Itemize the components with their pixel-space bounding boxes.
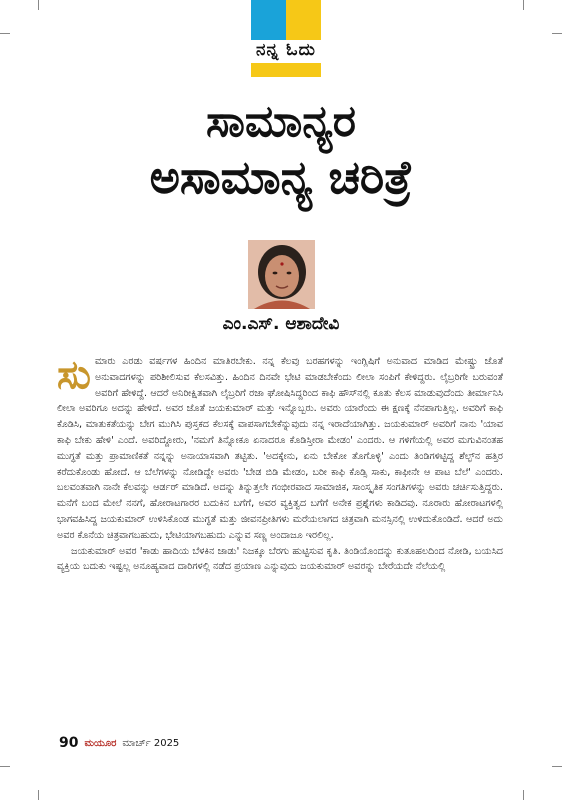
section-block-yellow [286,0,321,40]
body-paragraph: ಜಯಕುಮಾರ್ ಅವರ 'ಕಾಡು ಹಾದಿಯ ಬೆಳಕಿನ ಜಾಡು' ನಿಜಕ್ಕೂ ಬೆರಗು ಹುಟ್ಟಿಸುವ ಕೃತಿ. ತಿಂಡಿಯೊಂದನ್ನು ಕುತೂಹಲದಿಂದ ನೋಡಿ, ಬಯಸಿದ ವ್ಯಕ್ತಿಯ ಬದುಕು ಇಷ್ಟಲ್ಲ ಅನೂಹ್ಯವಾದ ದಾರಿಗಳಲ್ಲಿ ನಡೆದ ಪ್ರಯಾಣ ಎನ್ನುವುದು ಜಯಕುಮಾರ್ ಅವರನ್ನು ಬೇರೆಯದೇ ನೆಲೆಯಲ್ಲಿ [57,545,503,573]
author-photo [248,240,315,309]
magazine-name: ಮಯೂರ [84,737,117,749]
issue-date: ಮಾರ್ಚ್ 2025 [122,737,180,749]
crop-mark [552,766,562,767]
crop-mark [38,0,39,10]
article-body [57,354,503,684]
page-number: 90 [59,735,79,751]
crop-mark [523,790,524,800]
author-portrait-image [248,240,315,309]
crop-mark [38,790,39,800]
article-title-line1: ಸಾಮಾನ್ಯರ [205,96,357,147]
crop-mark [0,766,10,767]
section-block-bar [251,63,321,77]
body-paragraph [57,354,503,544]
section-label: ನನ್ನ ಓದು [256,40,316,60]
section-color-block [251,0,321,77]
crop-mark [523,0,524,10]
page-footer [59,736,179,750]
drop-cap: ಸು [57,354,91,398]
crop-mark [0,33,10,34]
body-paragraph-text: ಮಾರು ಎರಡು ವರ್ಷಗಳ ಹಿಂದಿನ ಮಾತಿರಬೇಕು. ನನ್ನ ಕೆಲವು ಬರಹಗಳನ್ನು ಇಂಗ್ಲಿಷಿಗೆ ಅನುವಾದ ಮಾಡಿದ ಮೇಷ್ಟ್ರು ಜೊತೆ ಅನುವಾದಗಳನ್ನು ಪರಿಶೀಲಿಸುವ ಕೆಲಸವಿತ್ತು. ಹಿಂದಿನ ದಿನವೇ ಭೇಟಿ ಮಾಡಬೇಕೆಂದು ಲೀಲಾ ಸಂಪಿಗೆ ಕೇಳಿದ್ದರು. ಲೈಬ್ರರಿಗೇ ಬರುವಂತೆ ಅವರಿಗೆ ಹೇಳಿದ್ದೆ. ಆದರೆ ಅನಿರೀಕ್ಷಿತವಾಗಿ ಲೈಬ್ರರಿಗೆ ರಜಾ ಘೋಷಿಸಿದ್ದರಿಂದ ಕಾಫಿ ಹೌಸ್‌ನಲ್ಲಿ ಕೂತು ಕೆಲಸ ಮಾಡುವುದೆಂದು ತೀರ್ಮಾನಿಸಿ ಲೀಲಾ ಅವರಿಗೂ ಅದನ್ನು ಹೇಳಿದೆ. ಅವರ ಜೊತೆ ಜಯಕುಮಾರ್ ಮತ್ತು ಇನ್ನೊಬ್ಬರು. ಅವರು ಯಾರೆಂದು ಈ ಕ್ಷಣಕ್ಕೆ ನೆನಪಾಗುತ್ತಿಲ್ಲ. ಅವರಿಗೆ ಕಾಫಿ ಕೊಡಿಸಿ, ಮಾತುಕತೆಯನ್ನು ಬೇಗ ಮುಗಿಸಿ ಪುಸ್ತಕದ ಕೆಲಸಕ್ಕೆ ವಾಪಸಾಗಬೇಕೆನ್ನುವುದು ನನ್ನ ಇರಾದೆಯಾಗಿತ್ತು. ಜಯಕುಮಾರ್ ಅವರಿಗೆ ನಾನು 'ಯಾವ ಕಾಫಿ ಬೇಕು ಹೇಳಿ' ಎಂದೆ. ಅವರಿದ್ದೋರು, 'ನಮಗೆ ತಿನ್ನೋಕೂ ಏನಾದರೂ ಕೊಡಿಸ್ತೀರಾ ಮೇಡಂ' ಎಂದರು. ಆ ಗಳಿಗೆಯಲ್ಲಿ ಅವರ ಮಗುವಿನಂತಹ ಮುಗ್ಧತೆ ಮತ್ತು ಪ್ರಾಮಾಣಿಕತೆ ನನ್ನನ್ನು ಅನಾಯಾಸವಾಗಿ ತಟ್ಟಿತು. 'ಅದಕ್ಕೇನು, ಏನು ಬೇಕೋ ತೊಗೊಳ್ಳಿ' ಎಂದು ತಿಂಡಿಗಳಿಟ್ಟಿದ್ದ ಶೆಲ್ಫ್‌ನ ಹತ್ತಿರ ಕರೆದುಕೊಂಡು ಹೋದೆ. ಆ ಬೆಲೆಗಳನ್ನು ನೋಡಿದ್ದೇ ಅವರು 'ಬೇಡ ಬಿಡಿ ಮೇಡಂ, ಬರೀ ಕಾಫಿ ಕೊಡ್ಸಿ ಸಾಕು, ಕಾಫೀನೇ ಆ ಪಾಟ ಬೆಲೆ' ಎಂದರು. ಬಲವಂತವಾಗಿ ನಾನೇ ಕೆಲವನ್ನು ಆರ್ಡರ್ ಮಾಡಿದೆ. ಅದನ್ನು ತಿನ್ನುತ್ತಲೇ ಗಂಭೀರವಾದ ಸಾಮಾಜಿಕ, ಸಾಂಸ್ಕೃತಿಕ ಸಂಗತಿಗಳನ್ನು ಅವರು ಚರ್ಚಿಸುತ್ತಿದ್ದರು. ಮನೆಗೆ ಬಂದ ಮೇಲೆ ನನಗೆ, ಹೋರಾಟಗಾರರ ಬದುಕಿನ ಬಗೆಗೆ, ಅವರ ವ್ಯಕ್ತಿತ್ವದ ಬಗೆಗೆ ಅನೇಕ ಪ್ರಶ್ನೆಗಳು ಕಾಡಿದವು. ನೂರಾರು ಹೋರಾಟಗಳಲ್ಲಿ ಭಾಗವಹಿಸಿದ್ದ ಜಯಕುಮಾರ್ ಉಳಿಸಿಕೊಂಡ ಮುಗ್ಧತೆ ಮತ್ತು ಜೀವನಪ್ರೀತಿಗಳು ಮರೆಯಲಾಗದ ಚಿತ್ರವಾಗಿ ಮನಸ್ಸಿನಲ್ಲಿ ಉಳಿದುಕೊಂಡಿದೆ. ಆದರೆ ಅದು ಅವರ ಕೊನೆಯ ಚಿತ್ರವಾಗಬಹುದು, ಭೇಟಿಯಾಗಬಹುದು ಎನ್ನುವ ಸಣ್ಣ ಅಂದಾಜೂ ಇರಲಿಲ್ಲ. [57,356,503,541]
crop-mark [552,33,562,34]
article-title-line2: ಅಸಾಮಾನ್ಯ ಚರಿತ್ರೆ [149,150,413,204]
section-block-blue [251,0,286,40]
author-name: ಎಂ.ಎಸ್. ಆಶಾದೇವಿ [222,314,340,334]
